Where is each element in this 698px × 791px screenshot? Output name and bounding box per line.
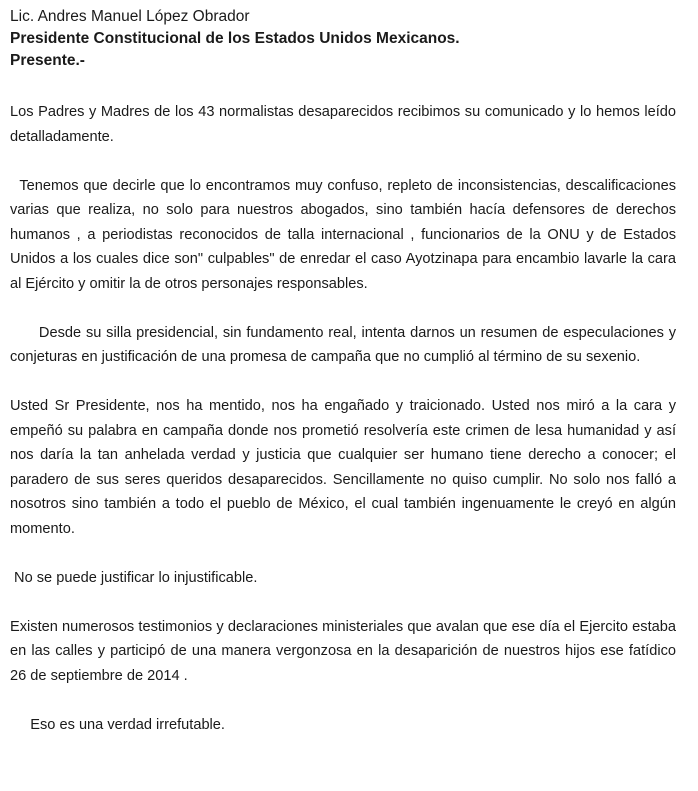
spacer [10,296,676,321]
paragraph-6: Existen numerosos testimonios y declaraciones ministeriales que avalan que ese día el Ejercito estaba en las calles y participó de una manera vergonzosa en la desaparición de nuestros hijos ese fatídico 26 de septiembre de 2014 . [10,618,676,684]
paragraph-2: Tenemos que decirle que lo encontramos muy confuso, repleto de inconsistencias, descalificaciones varias que realiza, no solo para nuestros abogados, sino también hacía defensores de derechos humanos , a periodistas reconocidos de talla internacional , funcionarios de la ONU y de Estados Unidos a los cuales dice son" culpables" de enredar el caso Ayotzinapa para encambio lavarle la cara al Ejército y omitir la de otros personajes responsables. [10,177,676,292]
spacer [10,72,676,100]
paragraph-3: Desde su silla presidencial, sin fundamento real, intenta darnos un resumen de especulaciones y conjeturas en justificación de una promesa de campaña que no cumplió al término de su sexenio. [10,324,676,365]
paragraph-7: Eso es una verdad irrefutable. [10,716,225,733]
paragraph-1: Los Padres y Madres de los 43 normalistas desaparecidos recibimos su comunicado y lo hemos leído detalladamente. [10,104,676,145]
spacer [10,688,676,713]
spacer [10,541,676,566]
paragraph-5: No se puede justificar lo injustificable. [10,569,258,586]
spacer [10,149,676,174]
recipient-title: Presidente Constitucional de los Estados Unidos Mexicanos. [10,30,460,47]
spacer [10,590,676,615]
recipient-name: Lic. Andres Manuel López Obrador [10,8,250,25]
spacer [10,370,676,395]
paragraph-4: Usted Sr Presidente, nos ha mentido, nos ha engañado y traicionado. Usted nos miró a la cara y empeñó su palabra en campaña donde nos prometió resolvería este crimen de lesa humanidad y así nos daría la tan anhelada verdad y justicia que cualquier ser humano tiene derecho a conocer; el paradero de sus seres queridos desaparecidos. Sencillamente no quiso cumplir. No solo nos falló a nosotros sino también a todo el pueblo de México, el cual también ingenuamente le creyó en algún momento. [10,398,676,537]
salutation: Presente.- [10,52,85,69]
letter-document [10,6,676,737]
